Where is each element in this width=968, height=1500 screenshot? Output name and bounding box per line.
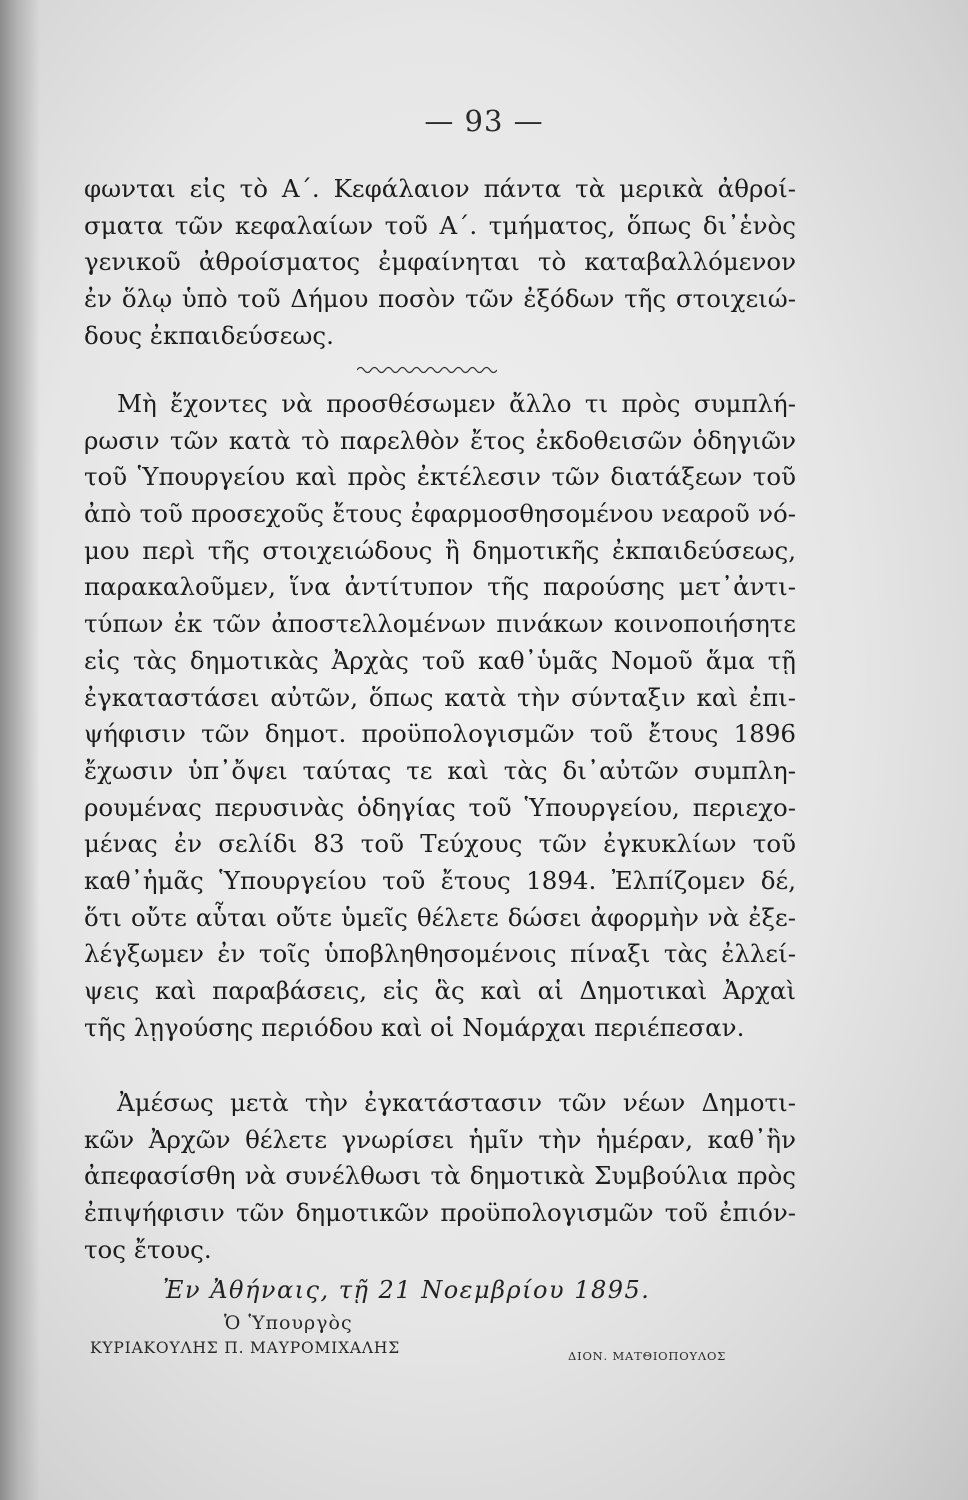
text-line: ἀπὸ τοῦ προσεχοῦς ἔτους ἐφαρμοσθησομένου νεαροῦ νό- xyxy=(84,499,796,529)
text-line: τος ἔτους. xyxy=(84,1234,212,1264)
text-line: ἐγκαταστάσει αὐτῶν, ὅπως κατὰ τὴν σύνταξιν καὶ ἐπι- xyxy=(84,682,796,712)
paragraph-request xyxy=(84,1085,796,1268)
text-line: ρουμένας περυσινὰς ὁδηγίας τοῦ Ὑπουργείου, περιεχο- xyxy=(84,792,796,822)
text-line: εἰς τὰς δημοτικὰς Ἀρχὰς τοῦ καθ᾽ὑμᾶς Νομοῦ ἅμα τῇ xyxy=(84,645,796,675)
text-line: φωνται εἰς τὸ Α΄. Κεφάλαιον πάντα τὰ μερικὰ ἀθροί- xyxy=(84,174,796,203)
text-line: μένας ἐν σελίδι 83 τοῦ Τεύχους τῶν ἐγκυκλίων τοῦ xyxy=(84,829,796,859)
text-line: ἀπεφασίσθη νὰ συνέλθωσι τὰ δημοτικὰ Συμβούλια πρὸς xyxy=(84,1161,796,1191)
text-line: σματα τῶν κεφαλαίων τοῦ Α΄. τμήματος, ὅπως δι᾽ἑνὸς xyxy=(84,210,796,240)
text-line: ψεις καὶ παραβάσεις, εἰς ἃς καὶ αἱ Δημοτικαὶ Ἀρχαὶ xyxy=(84,976,796,1005)
text-line: Μὴ ἔχοντες νὰ προσθέσωμεν ἄλλο τι πρὸς συμπλή- xyxy=(117,389,796,418)
text-line: ψήφισιν τῶν δημοτ. προϋπολογισμῶν τοῦ ἔτους 1896 xyxy=(84,719,796,749)
paragraph-continuation xyxy=(84,171,796,354)
text-line: καθ᾽ἡμᾶς Ὑπουργείου τοῦ ἔτους 1894. Ἐλπίζομεν δέ, xyxy=(84,865,796,895)
paragraph-instructions xyxy=(84,386,796,1046)
text-line: παρακαλοῦμεν, ἵνα ἀντίτυπον τῆς παρούσης μετ᾽ἀντι- xyxy=(84,572,796,602)
text-line: ἔχωσιν ὑπ᾽ὄψει ταύτας τε καὶ τὰς δι᾽αὐτῶν συμπλη- xyxy=(84,755,796,785)
text-line: τύπων ἐκ τῶν ἀποστελλομένων πινάκων κοινοποιήσητε xyxy=(84,609,796,639)
book-spine-shadow xyxy=(0,0,40,1500)
text-line: ἐν ὅλῳ ὑπὸ τοῦ Δήμου ποσὸν τῶν ἐξόδων τῆς στοιχειώ- xyxy=(84,284,796,314)
text-line: τοῦ Ὑπουργείου καὶ πρὸς ἐκτέλεσιν τῶν διατάξεων τοῦ xyxy=(84,462,796,492)
text-line: ρωσιν τῶν κατὰ τὸ παρελθὸν ἔτος ἐκδοθεισῶν ὁδηγιῶν xyxy=(84,425,796,455)
text-line: Ἀμέσως μετὰ τὴν ἐγκατάστασιν τῶν νέων Δημοτι- xyxy=(117,1088,796,1117)
minister-title: Ὁ Ὑπουργὸς xyxy=(224,1312,353,1334)
text-line: μου περὶ τῆς στοιχειώδους ἢ δημοτικῆς ἐκπαιδεύσεως, xyxy=(84,535,796,565)
wavy-separator xyxy=(357,365,497,375)
text-line: τῆς λῃγούσης περιόδου καὶ οἱ Νομάρχαι περιέπεσαν. xyxy=(84,1012,745,1042)
text-line: γενικοῦ ἀθροίσματος ἐμφαίνηται τὸ καταβαλλόμενον xyxy=(84,247,796,277)
text-line: ὅτι οὔτε αὗται οὔτε ὑμεῖς θέλετε δώσει ἀφορμὴν νὰ ἐξε- xyxy=(84,902,796,932)
minister-signature: ΚΥΡΙΑΚΟΥΛΗΣ Π. ΜΑΥΡΟΜΙΧΑΛΗΣ xyxy=(90,1339,400,1357)
text-line: δους ἐκπαιδεύσεως. xyxy=(84,320,334,350)
text-line: κῶν Ἀρχῶν θέλετε γνωρίσει ἡμῖν τὴν ἡμέραν, καθ᾽ἣν xyxy=(84,1124,796,1154)
text-line: λέγξωμεν ἐν τοῖς ὑποβληθησομένοις πίναξι τὰς ἐλλεί- xyxy=(84,939,796,969)
page-number: — 93 — xyxy=(424,104,544,138)
secretary-signature: ΔΙΟΝ. ΜΑΤΘΙΟΠΟΥΛΟΣ xyxy=(568,1349,727,1363)
text-line: ἐπιψήφισιν τῶν δημοτικῶν προϋπολογισμῶν τοῦ ἐπιόν- xyxy=(84,1198,796,1228)
date-line: Ἐν Ἀθήναις, τῇ 21 Νοεμβρίου 1895. xyxy=(163,1276,651,1304)
